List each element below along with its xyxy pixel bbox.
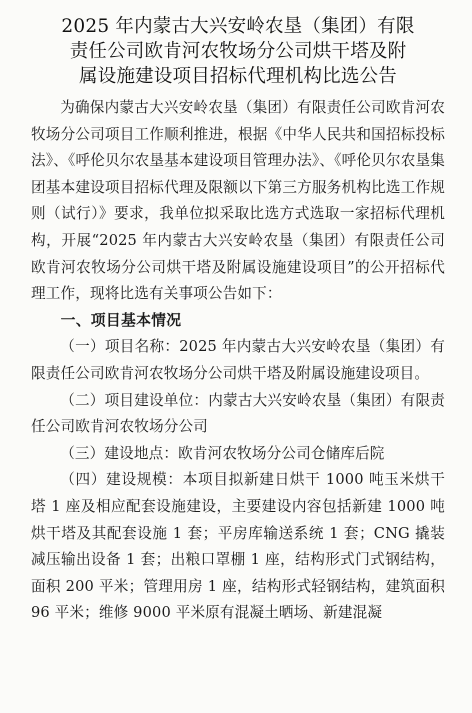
item-construction-scale: （四）建设规模：本项目拟新建日烘干 1000 吨玉米烘干塔 1 座及相应配套设施建设，主要建设内容包括新建 1000 吨烘干塔及其配套设施 1 套；平房库输送系统 1 套；CNG 撬装减压输出设备 1 套；出粮口罩棚 1 座，结构形式门式钢结构，面积 200 平米；管理用房 1 座，结构形式轻钢结构，建筑面积 96 平米；维修 9000 平米原有混凝土晒场、新建混凝 xyxy=(31,471,445,622)
item-construction-site: （三）建设地点：欧肯河农牧场分公司仓储库后院 xyxy=(60,444,385,462)
intro-paragraph: 为确保内蒙古大兴安岭农垦（集团）有限责任公司欧肯河农牧场分公司项目工作顺利推进，根据《中华人民共和国招标投标法》、《呼伦贝尔农垦基本建设项目管理办法》、《呼伦贝尔农垦集团基本建设项目招标代理及限额以下第三方服务机构比选工作规则（试行）》要求，我单位拟采取比选方式选取一家招标代理机构，开展“2025 年内蒙古大兴安岭农垦（集团）有限责任公司欧肯河农牧场分公司烘干塔及附属设施建设项目”的公开招标代理工作，现将比选有关事项公告如下： xyxy=(31,99,445,303)
item-construction-unit: （二）项目建设单位：内蒙古大兴安岭农垦（集团）有限责任公司欧肯河农牧场分公司 xyxy=(31,391,445,436)
title-line-2: 责任公司欧肯河农牧场分公司烘干塔及附 xyxy=(69,41,407,62)
title-line-1: 2025 年内蒙古大兴安岭农垦（集团）有限 xyxy=(61,16,415,37)
item-project-name: （一）项目名称：2025 年内蒙古大兴安岭农垦（集团）有限责任公司欧肯河农牧场分公司烘干塔及附属设施建设项目。 xyxy=(31,338,445,382)
title-line-3: 属设施建设项目招标代理机构比选公告 xyxy=(79,66,397,87)
section-heading-basic-info: 一、项目基本情况 xyxy=(60,311,182,329)
document-title xyxy=(31,14,445,89)
